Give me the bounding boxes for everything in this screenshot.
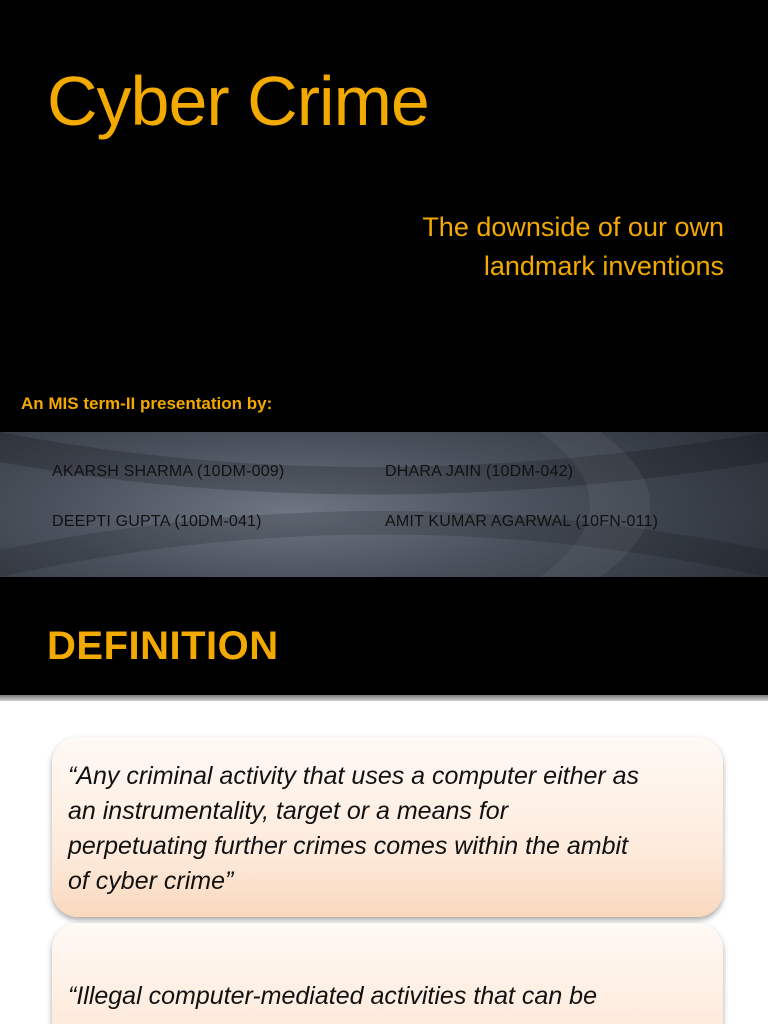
quote-line: an instrumentality, target or a means for (68, 797, 509, 825)
quote-line: perpetuating further crimes comes within the ambit (68, 832, 628, 860)
subtitle-line: landmark inventions (483, 251, 724, 281)
quote-text (68, 759, 707, 899)
subtitle-line: The downside of our own (422, 212, 724, 242)
quote-line: of cyber crime” (68, 867, 234, 895)
presenter-name: DHARA JAIN (10DM-042) (385, 463, 574, 480)
presenter-name: DEEPTI GUPTA (10DM-041) (52, 513, 262, 530)
slide-title: Cyber Crime (47, 62, 429, 140)
quotes-slide (0, 701, 768, 1024)
slide-subtitle (422, 208, 724, 286)
presenter-band (0, 432, 768, 577)
quote-text (68, 979, 707, 1014)
quote-line: “Any criminal activity that uses a computer either as (68, 762, 640, 790)
presenter-intro: An MIS term-II presentation by: (21, 394, 273, 413)
quote-line: “Illegal computer-mediated activities that can be (68, 982, 597, 1010)
quote-card (52, 923, 723, 1024)
definition-heading: DEFINITION (47, 624, 279, 668)
definition-slide (0, 577, 768, 695)
band-sheen-decoration (0, 432, 768, 577)
presenter-name: AMIT KUMAR AGARWAL (10FN-011) (385, 513, 659, 530)
presenter-name: AKARSH SHARMA (10DM-009) (52, 463, 285, 480)
quote-card (52, 737, 723, 917)
